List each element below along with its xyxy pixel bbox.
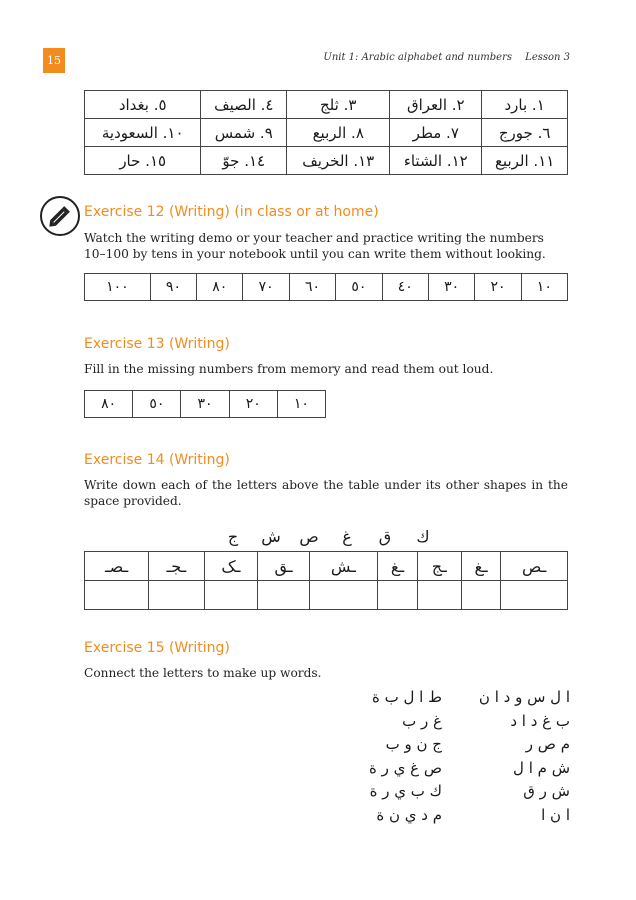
shape-cell: ـک (204, 552, 258, 581)
table-cell: ٤. الصيف (201, 91, 287, 119)
unit-title: Unit 1: Arabic alphabet and numbers (323, 52, 512, 63)
number-cell: ٨٠ (85, 391, 133, 418)
number-cell: ١٠٠ (85, 274, 151, 301)
word-item: ش م ا ل (513, 758, 570, 777)
word-column-right (460, 686, 570, 827)
table-cell: ١٥. حار (85, 147, 201, 175)
answer-cell[interactable] (258, 581, 309, 610)
letter: ص (299, 527, 319, 546)
letter: ج (227, 527, 239, 546)
exercise-13-title: Exercise 13 (Writing) (84, 336, 230, 352)
word-item: م د ي ن ة (376, 805, 442, 824)
exercise-15-instructions: Connect the letters to make up words. (84, 666, 322, 680)
numbers-table-12 (84, 273, 568, 301)
number-cell: ٤٠ (382, 274, 428, 301)
answer-cell[interactable] (149, 581, 204, 610)
answer-cell[interactable] (378, 581, 418, 610)
letter: غ (342, 527, 352, 546)
answer-cell[interactable] (309, 581, 378, 610)
number-cell: ٣٠ (428, 274, 474, 301)
letter: ق (378, 527, 392, 546)
number-cell: ٩٠ (150, 274, 196, 301)
number-cell: ٥٠ (133, 391, 181, 418)
number-cell: ٣٠ (181, 391, 229, 418)
exercise-13-instructions: Fill in the missing numbers from memory and read them out loud. (84, 362, 494, 376)
word-item: م ص ر (525, 735, 570, 753)
shape-cell: ـش (309, 552, 378, 581)
word-item: ك ب ي ر ة (369, 782, 442, 800)
letters-row (212, 527, 442, 546)
exercise-15-title: Exercise 15 (Writing) (84, 640, 230, 656)
answer-cell[interactable] (501, 581, 568, 610)
word-item: غ ر ب (402, 711, 442, 730)
number-cell: ٦٠ (289, 274, 335, 301)
table-cell: ٥. بغداد (85, 91, 201, 119)
lesson-title: Lesson 3 (525, 52, 570, 63)
table-cell: ٧. مطر (390, 119, 482, 147)
exercise-14-title: Exercise 14 (Writing) (84, 452, 230, 468)
table-row (85, 391, 326, 418)
number-cell: ٥٠ (336, 274, 382, 301)
answer-cell[interactable] (461, 581, 501, 610)
word-column-left (332, 686, 442, 827)
number-cell: ١٠ (277, 391, 325, 418)
exercise-14-instructions: Write down each of the letters above the table under its other shapes in the space provided. (84, 478, 568, 508)
number-cell: ٧٠ (243, 274, 289, 301)
answer-cell[interactable] (204, 581, 258, 610)
page-number-badge (43, 48, 65, 73)
word-item: ب غ د ا د (510, 711, 570, 730)
running-header (313, 52, 570, 63)
shape-cell: ـغ (378, 552, 418, 581)
table-cell: ١٤. جوّ (201, 147, 287, 175)
answer-cell[interactable] (85, 581, 149, 610)
exercise-12-instructions: Watch the writing demo or your teacher and practice writing the numbers 10–100 by tens in your notebook until you can write them without looking. (84, 231, 546, 261)
number-cell: ٢٠ (229, 391, 277, 418)
word-item: ش ر ق (523, 782, 570, 800)
shape-cell: ـج (417, 552, 461, 581)
table-cell: ٩. شمس (201, 119, 287, 147)
word-item: ا ل س و د ا ن (478, 688, 570, 706)
table-cell: ٢. العراق (390, 91, 482, 119)
number-cell: ٢٠ (475, 274, 521, 301)
pencil-icon (40, 196, 80, 236)
table-row (85, 119, 568, 147)
table-cell: ٣. ثلج (287, 91, 390, 119)
table-cell: ١٣. الخريف (287, 147, 390, 175)
table-cell: ١٢. الشتاء (390, 147, 482, 175)
word-table (84, 90, 568, 175)
table-cell: ١٠. السعودية (85, 119, 201, 147)
table-cell: ١١. الربيع (482, 147, 568, 175)
letter-shapes-table (84, 551, 568, 610)
table-cell: ٨. الربيع (287, 119, 390, 147)
table-cell: ٦. جورج (482, 119, 568, 147)
letter: ك (416, 527, 430, 546)
numbers-table-13 (84, 390, 326, 418)
word-item: ج ن و ب (385, 735, 442, 753)
shape-cell: ـص (501, 552, 568, 581)
shape-cell: ـصـ (85, 552, 149, 581)
table-row (85, 552, 568, 581)
table-row (85, 274, 568, 301)
shape-cell: ـجـ (149, 552, 204, 581)
number-cell: ١٠ (521, 274, 567, 301)
exercise-12-title: Exercise 12 (Writing) (in class or at home) (84, 204, 379, 220)
word-item: ط ا ل ب ة (372, 688, 442, 706)
word-item: ا ن ا (541, 805, 570, 824)
page-number: 15 (47, 54, 61, 67)
word-item: ص غ ي ر ة (368, 758, 442, 777)
table-row (85, 147, 568, 175)
answer-cell[interactable] (417, 581, 461, 610)
table-row (85, 91, 568, 119)
number-cell: ٨٠ (197, 274, 243, 301)
shape-cell: ـق (258, 552, 309, 581)
table-cell: ١. بارد (482, 91, 568, 119)
letter: ش (261, 527, 281, 546)
shape-cell: ـغ (461, 552, 501, 581)
table-row (85, 581, 568, 610)
